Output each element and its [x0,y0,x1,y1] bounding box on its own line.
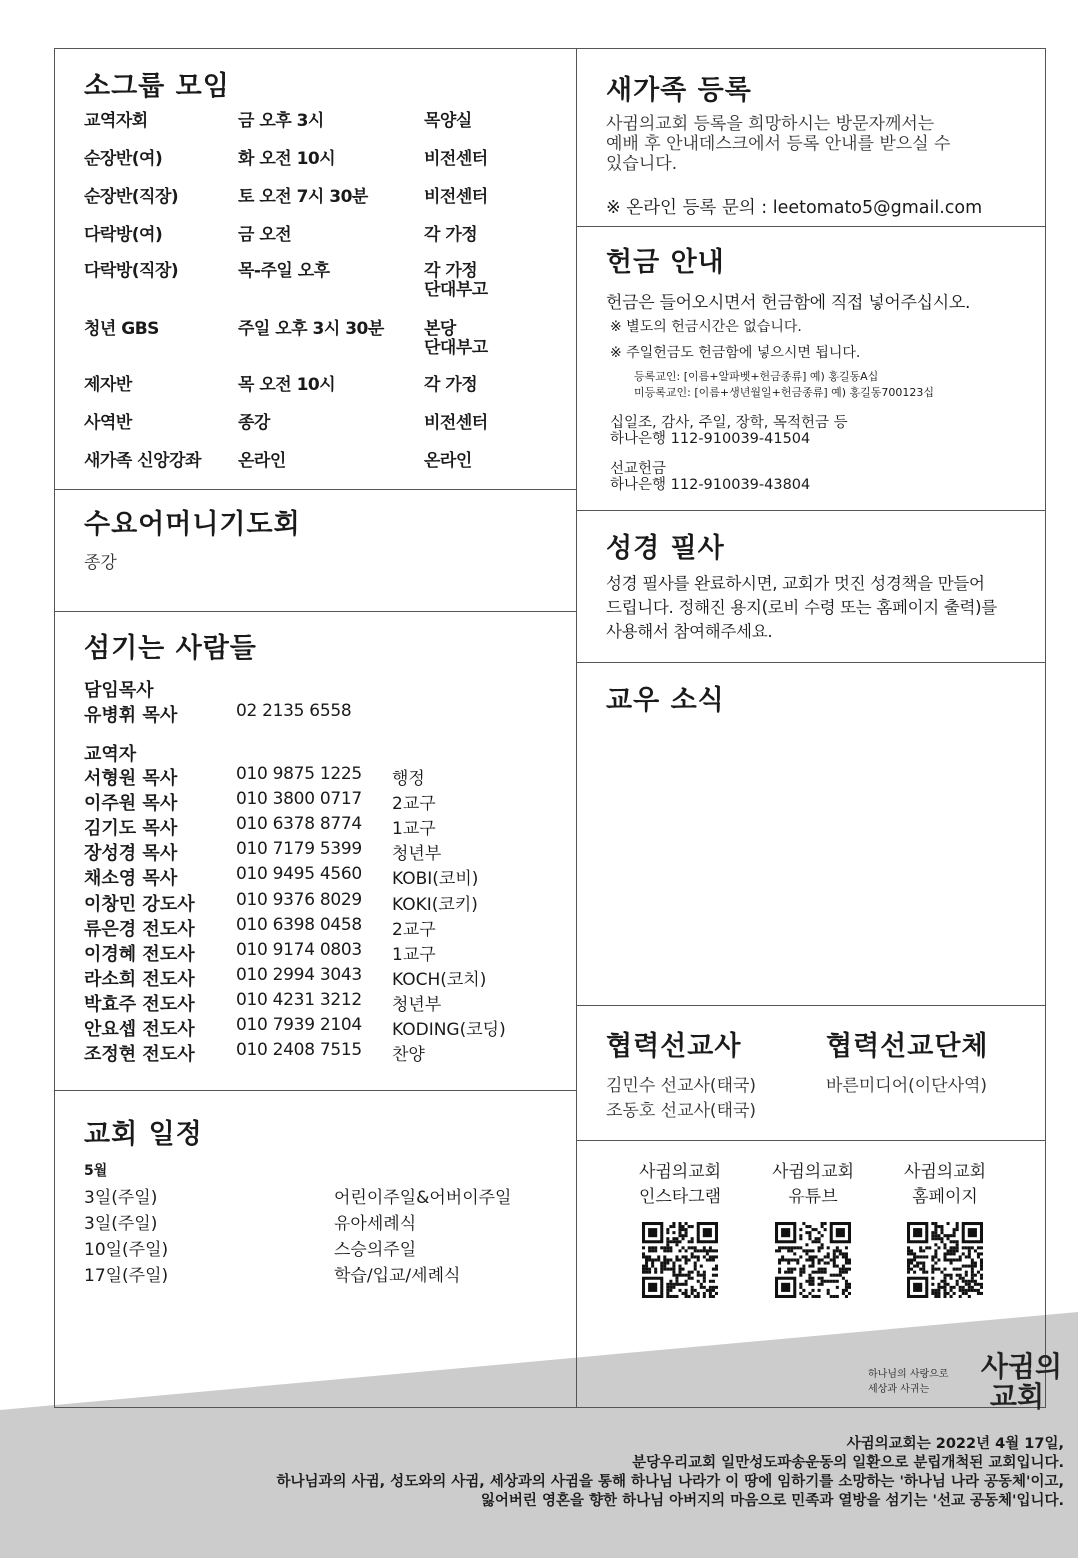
group-time: 토 오전 7시 30분 [238,187,368,207]
logo-tagline [868,1367,948,1397]
divider [54,1090,576,1091]
staff-name: 박효주 전도사 [84,993,195,1015]
group-name: 교역자회 [84,111,148,131]
staff-name: 안요셉 전도사 [84,1019,195,1040]
group-place-line: 각 가정 [424,225,478,245]
group-name: 다락방(여) [84,225,163,245]
staff-row [84,1015,564,1040]
account-number: 하나은행 112-910039-43804 [610,477,811,493]
group-place-line: 온라인 [424,451,472,471]
offering-note: ※ 주일헌금도 헌금함에 넣으시면 됩니다. [610,345,861,361]
qr-code-icon[interactable] [642,1222,718,1298]
small-group-row [84,262,554,300]
staff-name: 서형원 목사 [84,768,178,789]
divider [576,226,1046,227]
group-time: 화 오전 10시 [238,149,336,169]
account-label: 선교헌금 [610,461,667,477]
staff-row [84,990,564,1015]
group-place-line: 목양실 [424,111,472,131]
group-place [424,112,472,131]
staff-role: 1교구 [392,944,436,965]
staff-name: 이창민 강도사 [84,893,195,915]
staff-phone: 010 9174 0803 [236,939,362,960]
small-group-row [84,376,554,414]
staff-row [84,940,564,965]
wednesday-prayer-text: 종강 [84,553,117,573]
divider [576,1140,1046,1141]
staff-row [84,915,564,940]
staff-name: 김기도 목사 [84,818,178,840]
bible-line: 성경 필사를 완료하시면, 교회가 멋진 성경책을 만들어 [606,574,985,593]
offering-title: 헌금 안내 [606,247,725,278]
small-group-row [84,452,554,490]
staff-phone: 02 2135 6558 [236,701,352,721]
group-place-line: 비전센터 [424,187,488,207]
group-place-line: 각 가정 [424,375,478,395]
staff-row [84,864,564,889]
staff-row [84,814,564,839]
group-time: 종강 [238,413,270,433]
staff-role: KOKI(코키) [392,894,478,915]
staff-phone: 010 6378 8774 [236,814,362,835]
staff-phone: 010 2994 3043 [236,964,362,985]
qr-homepage[interactable] [890,1160,1000,1298]
group-time: 목 오전 10시 [238,375,336,395]
staff-role: KOBI(코비) [392,869,479,890]
group-place [424,320,488,358]
staff-name: 채소영 목사 [84,868,178,890]
staff-phone: 010 7179 5399 [236,839,362,860]
event-name: 스승의주일 [334,1240,417,1260]
staff-row [84,965,564,990]
group-name: 청년 GBS [84,319,159,339]
staff-row [84,764,564,789]
staff-name: 류은경 전도사 [84,918,195,940]
staff-row [84,890,564,915]
small-group-row [84,188,554,226]
qr-youtube[interactable] [758,1160,868,1298]
group-time: 금 오전 [238,225,292,245]
qr-code-icon[interactable] [775,1222,851,1298]
missionary-item: 조동호 선교사(태국) [606,1101,757,1121]
staff-role: 2교구 [392,919,436,940]
wednesday-prayer-title: 수요어머니기도회 [84,509,301,540]
new-family-line: 있습니다. [606,154,678,174]
group-place-line: 본당 [424,319,456,339]
qr-label: 홈페이지 [912,1187,978,1207]
divider [576,1005,1046,1006]
bible-title: 성경 필사 [606,533,725,564]
group-place [424,262,488,300]
logo-tagline-line: 하나님의 사랑으로 [868,1369,949,1380]
schedule-row [84,1183,564,1208]
qr-label: 사귐의교회 [638,1162,722,1182]
schedule-title: 교회 일정 [84,1119,203,1150]
group-time: 주일 오후 3시 30분 [238,319,384,339]
staff-role: KODING(코딩) [392,1020,506,1040]
group-place-line: 비전센터 [424,413,488,433]
group-name: 새가족 신앙강좌 [84,451,201,471]
small-group-row [84,150,554,188]
group-name: 제자반 [84,375,132,395]
qr-code-icon[interactable] [907,1222,983,1298]
logo-name-line: 사귐의 [980,1350,1062,1383]
missionary-item: 김민수 선교사(태국) [606,1076,757,1096]
small-group-row [84,414,554,452]
staff-phone: 010 7939 2104 [236,1015,362,1035]
qr-label: 유튜브 [788,1187,838,1207]
staff-role: 청년부 [392,844,442,865]
small-groups-title: 소그룹 모임 [84,71,230,102]
staff-role: 행정 [392,769,425,789]
group-place [424,414,488,433]
news-title: 교우 소식 [606,685,725,716]
staff-role: 찬양 [392,1045,425,1066]
staff-row [84,701,564,726]
event-date: 3일(주일) [84,1214,158,1234]
group-time: 온라인 [238,451,286,471]
church-logo [972,1352,1062,1412]
staff-role: 1교구 [392,819,436,840]
group-place-line: 비전센터 [424,149,488,169]
column-divider [576,48,577,1408]
new-family-line: 사귐의교회 등록을 희망하시는 방문자께서는 [606,114,935,134]
offering-reg-rule: 등록교인: [이름+알파벳+헌금종류] 예) 홍길동A십 [634,370,879,383]
offering-main: 헌금은 들어오시면서 헌금함에 직접 넣어주십시오. [606,293,971,313]
account-label: 십일조, 감사, 주일, 장학, 목적헌금 등 [610,415,848,431]
divider [576,510,1046,511]
group-place [424,376,477,395]
account-number: 하나은행 112-910039-41504 [610,431,811,447]
group-place [424,188,488,207]
schedule-row [84,1235,564,1260]
group-name: 순장반(직장) [84,187,179,207]
qr-instagram[interactable] [625,1160,735,1298]
staff-phone: 010 6398 0458 [236,914,362,935]
mission-orgs-title: 협력선교단체 [826,1031,989,1062]
schedule-row [84,1261,564,1286]
offering-note: ※ 별도의 헌금시간은 없습니다. [610,319,802,335]
new-family-title: 새가족 등록 [606,75,752,106]
staff-name: 이경혜 전도사 [84,943,195,965]
staff-phone: 010 9495 4560 [236,864,362,885]
staff-row [84,1040,564,1065]
staff-phone: 010 9376 8029 [236,889,362,910]
staff-name: 장성경 목사 [84,843,178,865]
logo-name-line: 교회 [989,1380,1044,1413]
group-place-line: 단대부고 [424,280,488,300]
footer-line: 사귐의교회는 2022년 4월 17일, [846,1436,1064,1452]
bible-line: 드립니다. 정해진 용지(로비 수령 또는 홈페이지 출력)를 [606,598,997,617]
group-place [424,226,477,245]
staff-row [84,839,564,864]
new-family-line: 예배 후 안내데스크에서 등록 안내를 받으실 수 [606,134,951,154]
staff-name: 라소희 전도사 [84,968,195,990]
staff-phone: 010 4231 3212 [236,989,362,1010]
footer-line: 하나님과의 사귐, 성도와의 사귐, 세상과의 사귐을 통해 하나님 나라가 이 땅에 임하기를 소망하는 '하나님 나라 공동체'이고, [276,1474,1064,1490]
group-place-line: 각 가정 [424,261,478,281]
group-place [424,150,488,169]
offering-reg-rule: 미등록교인: [이름+생년월일+헌금종류] 예) 홍길동700123십 [634,386,935,399]
qr-label: 인스타그램 [638,1187,722,1207]
footer-line: 잃어버린 영혼을 향한 하나님 아버지의 마음으로 민족과 열방을 섬기는 '선교 공동체'입니다. [480,1493,1064,1509]
qr-label: 사귐의교회 [771,1162,855,1182]
senior-pastor-label: 담임목사 [84,680,154,701]
schedule-row [84,1209,564,1234]
schedule-month: 5월 [84,1163,108,1179]
staff-name: 이주원 목사 [84,793,178,815]
event-date: 10일(주일) [84,1240,169,1260]
group-place [424,452,472,471]
staff-phone: 010 2408 7515 [236,1040,362,1061]
group-name: 사역반 [84,413,132,433]
small-group-row [84,320,554,358]
staff-phone: 010 3800 0717 [236,789,362,810]
footer-line: 분당우리교회 일만성도파송운동의 일환으로 분립개척된 교회입니다. [632,1455,1064,1471]
staff-row [84,789,564,814]
small-group-row [84,226,554,264]
staff-name: 유병휘 목사 [84,705,178,726]
staff-title: 섬기는 사람들 [84,633,257,664]
group-name: 순장반(여) [84,149,163,169]
small-group-row [84,112,554,150]
event-date: 17일(주일) [84,1266,169,1286]
qr-label: 사귐의교회 [903,1162,987,1182]
bible-line: 사용해서 참여해주세요. [606,622,773,641]
group-place-line: 단대부고 [424,338,488,358]
staff-role: 청년부 [392,994,442,1015]
logo-tagline-line: 세상과 사귀는 [868,1384,930,1395]
missionaries-title: 협력선교사 [606,1031,742,1062]
ministers-label: 교역자 [84,744,137,765]
event-name: 유아세례식 [334,1214,417,1234]
group-time: 목-주일 오후 [238,261,330,281]
staff-role: 2교구 [392,794,436,815]
group-name: 다락방(직장) [84,261,179,281]
new-family-contact[interactable]: ※ 온라인 등록 문의 : leetomato5@gmail.com [606,198,983,218]
divider [54,611,576,612]
event-date: 3일(주일) [84,1188,158,1208]
mission-org-item: 바른미디어(이단사역) [826,1076,988,1096]
event-name: 어린이주일&어버이주일 [334,1188,512,1208]
event-name: 학습/입교/세례식 [334,1266,461,1286]
divider [576,662,1046,663]
staff-role: KOCH(코치) [392,969,487,990]
staff-phone: 010 9875 1225 [236,764,362,784]
group-time: 금 오후 3시 [238,111,324,131]
staff-name: 조정현 전도사 [84,1044,195,1066]
